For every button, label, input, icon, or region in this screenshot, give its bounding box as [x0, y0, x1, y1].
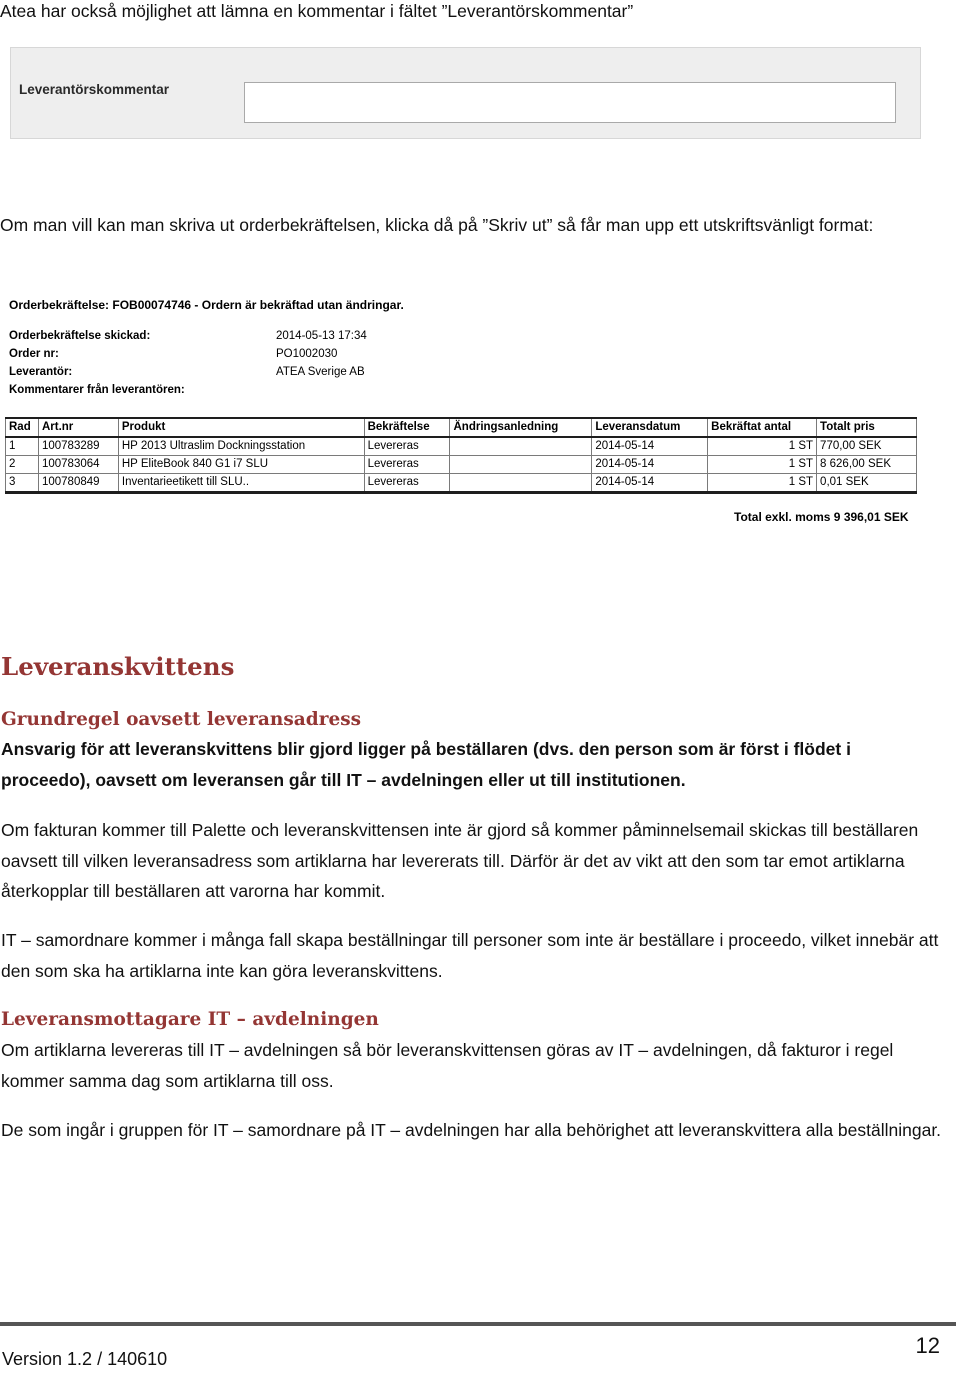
- cell-artnr: 100780849: [38, 474, 118, 493]
- meta-label-comments: Kommentarer från leverantören:: [9, 384, 185, 396]
- order-confirmation-screenshot: [0, 290, 930, 535]
- order-total: Total exkl. moms 9 396,01 SEK: [734, 510, 909, 524]
- col-header: Rad: [6, 418, 39, 437]
- order-title: Orderbekräftelse: FOB00074746 - Ordern är bekräftad utan ändringar.: [9, 298, 404, 312]
- cell-produkt: Inventarieetikett till SLU..: [118, 474, 364, 493]
- cell-andringsanledning: [450, 437, 592, 456]
- cell-andringsanledning: [450, 474, 592, 493]
- subheading-leveransmottagare: Leveransmottagare IT – avdelningen: [1, 1009, 379, 1030]
- col-header: Bekräftat antal: [708, 418, 817, 437]
- cell-rad: 3: [6, 474, 39, 493]
- col-header: Produkt: [118, 418, 364, 437]
- cell-leveransdatum: 2014-05-14: [592, 474, 708, 493]
- paragraph-it-avdelningen: Om artiklarna levereras till IT – avdelningen så bör leveranskvittensen göras av IT – avdelningen, då fakturor i regel kommer samma dag som artiklarna till oss.: [1, 1040, 894, 1091]
- cell-produkt: HP 2013 Ultraslim Dockningsstation: [118, 437, 364, 456]
- section-heading: Leveranskvittens: [1, 652, 235, 681]
- comment-label: Leverantörskommentar: [19, 82, 170, 97]
- footer-divider: [0, 1322, 956, 1326]
- comment-screenshot: [10, 47, 921, 139]
- paragraph-palette: Om fakturan kommer till Palette och leveranskvittensen inte är gjord så kommer påminnelsemail skickas till beställaren oavsett till vilken leveransadress som artiklarna har levererats till. Därför är det av vikt att den som tar emot artiklarna återkopplar till beställaren att varorna har kommit.: [1, 820, 919, 901]
- col-header: Art.nr: [38, 418, 118, 437]
- cell-leveransdatum: 2014-05-14: [592, 437, 708, 456]
- paragraph-behorighet: De som ingår i gruppen för IT – samordnare på IT – avdelningen har alla behörighet att leveranskvittera alla beställningar.: [1, 1120, 942, 1140]
- cell-rad: 1: [6, 437, 39, 456]
- intro-text: Atea har också möjlighet att lämna en kommentar i fältet ”Leverantörskommentar”: [0, 1, 634, 21]
- cell-bekraftelse: Levereras: [364, 474, 450, 493]
- col-header: Leveransdatum: [592, 418, 708, 437]
- cell-leveransdatum: 2014-05-14: [592, 456, 708, 474]
- cell-bekraftelse: Levereras: [364, 456, 450, 474]
- cell-antal: 1 ST: [708, 474, 817, 493]
- page-number: 12: [915, 1333, 940, 1358]
- meta-label-order: Order nr:: [9, 348, 59, 360]
- meta-value-supplier: ATEA Sverige AB: [276, 366, 365, 378]
- col-header: Totalt pris: [817, 418, 917, 437]
- cell-bekraftelse: Levereras: [364, 437, 450, 456]
- table-row: [6, 437, 917, 456]
- cell-pris: 0,01 SEK: [817, 474, 917, 493]
- paragraph-it-samordnare: IT – samordnare kommer i många fall skapa beställningar till personer som inte är beställare i proceedo, vilket innebär att den som ska ha artiklarna inte kan göra leveranskvittens.: [1, 930, 939, 981]
- cell-pris: 770,00 SEK: [817, 437, 917, 456]
- print-instruction: Om man vill kan man skriva ut orderbekräftelsen, klicka då på ”Skriv ut” så får man upp ett utskriftsvänligt format:: [0, 215, 874, 235]
- table-row: [6, 456, 917, 474]
- cell-andringsanledning: [450, 456, 592, 474]
- table-row: [6, 474, 917, 493]
- subheading-grundregel: Grundregel oavsett leveransadress: [1, 709, 362, 730]
- cell-antal: 1 ST: [708, 437, 817, 456]
- order-table: [5, 417, 917, 494]
- col-header: Bekräftelse: [364, 418, 450, 437]
- cell-produkt: HP EliteBook 840 G1 i7 SLU: [118, 456, 364, 474]
- comment-field[interactable]: [244, 82, 896, 123]
- meta-value-sent: 2014-05-13 17:34: [276, 330, 367, 342]
- meta-value-order: PO1002030: [276, 348, 338, 360]
- col-header: Ändringsanledning: [450, 418, 592, 437]
- responsibility-paragraph: Ansvarig för att leveranskvittens blir gjord ligger på beställaren (dvs. den person som är först i flödet i proceedo), oavsett om leveransen går till IT – avdelningen eller ut till institutionen.: [1, 739, 851, 790]
- cell-rad: 2: [6, 456, 39, 474]
- footer-version: Version 1.2 / 140610: [2, 1349, 168, 1369]
- meta-label-sent: Orderbekräftelse skickad:: [9, 330, 151, 342]
- meta-label-supplier: Leverantör:: [9, 366, 73, 378]
- cell-pris: 8 626,00 SEK: [817, 456, 917, 474]
- cell-artnr: 100783064: [38, 456, 118, 474]
- cell-antal: 1 ST: [708, 456, 817, 474]
- table-header-row: [6, 418, 917, 437]
- cell-artnr: 100783289: [38, 437, 118, 456]
